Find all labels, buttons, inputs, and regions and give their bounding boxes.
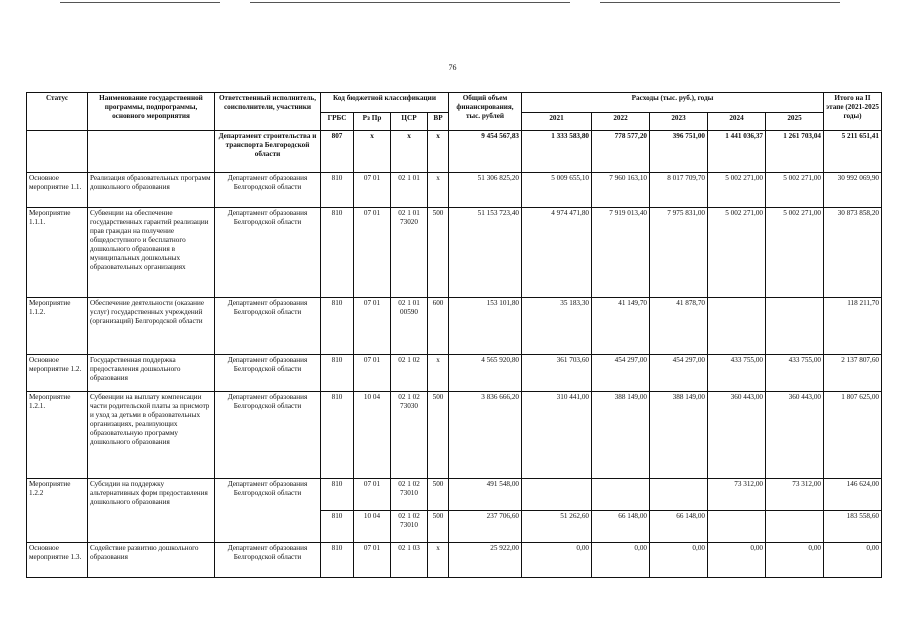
cell-2023: 0,00	[650, 543, 708, 578]
cell-grbs: 810	[321, 298, 354, 355]
table-row	[27, 208, 882, 298]
cell-2021: 361 703,60	[522, 355, 592, 392]
cell-2024: 1 441 036,37	[708, 131, 766, 173]
cell-vr: х	[428, 131, 449, 173]
cell-name: Государственная поддержка предоставления дошкольного образования	[88, 355, 215, 392]
cell-2024: 5 002 271,00	[708, 208, 766, 298]
cell-grbs: 810	[321, 208, 354, 298]
cell-csr: 02 1 02	[391, 355, 428, 392]
cell-2022: 66 148,00	[592, 511, 650, 543]
cell-2021: 0,00	[522, 543, 592, 578]
header-year-2022: 2022	[592, 113, 650, 131]
cell-2025: 5 002 271,00	[766, 173, 824, 208]
table-row	[27, 298, 882, 355]
header-grbs: ГРБС	[321, 113, 354, 131]
cell-2025: 0,00	[766, 543, 824, 578]
cell-2023: 66 148,00	[650, 511, 708, 543]
cell-2023: 454 297,00	[650, 355, 708, 392]
cell-2023: 7 975 831,00	[650, 208, 708, 298]
cell-name: Субвенции на выплату компенсации части родительской платы за присмотр и уход за детьми в образовательных организациях, реализующих образовательную программу дошкольного образования	[88, 392, 215, 479]
cell-2025	[766, 511, 824, 543]
scan-artifact-line	[60, 2, 220, 3]
cell-vr: х	[428, 355, 449, 392]
header-vr: ВР	[428, 113, 449, 131]
cell-total: 3 836 666,20	[449, 392, 522, 479]
cell-2024: 433 755,00	[708, 355, 766, 392]
cell-final: 146 624,00	[824, 479, 882, 511]
cell-vr: 600	[428, 298, 449, 355]
cell-executor: Департамент образования Белгородской области	[215, 543, 321, 578]
cell-total: 9 454 567,83	[449, 131, 522, 173]
header-year-2025: 2025	[766, 113, 824, 131]
cell-executor: Департамент образования Белгородской области	[215, 355, 321, 392]
cell-2022: 41 149,70	[592, 298, 650, 355]
cell-2023: 388 149,00	[650, 392, 708, 479]
scan-artifact-line	[250, 2, 570, 3]
cell-status	[27, 131, 88, 173]
cell-2022: 7 960 163,10	[592, 173, 650, 208]
cell-2025	[766, 298, 824, 355]
cell-final: 30 873 858,20	[824, 208, 882, 298]
cell-total: 51 306 825,20	[449, 173, 522, 208]
header-year-2021: 2021	[522, 113, 592, 131]
cell-executor: Департамент образования Белгородской области	[215, 392, 321, 479]
cell-status: Мероприятие 1.2.1.	[27, 392, 88, 479]
budget-table	[26, 92, 882, 578]
cell-rz: 07 01	[354, 479, 391, 511]
cell-rz: 07 01	[354, 208, 391, 298]
header-name: Наименование государственной программы, подпрограммы, основного мероприятия	[88, 93, 215, 131]
table-row	[27, 392, 882, 479]
cell-csr: 02 1 01	[391, 173, 428, 208]
cell-total: 491 548,00	[449, 479, 522, 511]
cell-2021: 1 333 583,80	[522, 131, 592, 173]
header-expenses: Расходы (тыс. руб.), годы	[522, 93, 824, 113]
cell-2023: 396 751,00	[650, 131, 708, 173]
cell-2022	[592, 479, 650, 511]
cell-rz: 07 01	[354, 355, 391, 392]
cell-rz: 10 04	[354, 392, 391, 479]
cell-executor: Департамент строительства и транспорта Белгородской области	[215, 131, 321, 173]
cell-final: 183 558,60	[824, 511, 882, 543]
cell-grbs: 810	[321, 355, 354, 392]
cell-vr: 500	[428, 479, 449, 511]
header-year-2024: 2024	[708, 113, 766, 131]
cell-rz: 07 01	[354, 173, 391, 208]
cell-total: 237 706,60	[449, 511, 522, 543]
cell-2023: 8 017 709,70	[650, 173, 708, 208]
cell-2022: 778 577,20	[592, 131, 650, 173]
cell-status: Основное мероприятие 1.3.	[27, 543, 88, 578]
cell-grbs: 810	[321, 392, 354, 479]
cell-csr: 02 1 02 73010	[391, 479, 428, 511]
cell-2021: 51 262,60	[522, 511, 592, 543]
header-total: Общий объем финансирования, тыс. рублей	[449, 93, 522, 131]
cell-2024	[708, 298, 766, 355]
header-csr: ЦСР	[391, 113, 428, 131]
cell-csr: 02 1 01 00590	[391, 298, 428, 355]
cell-2022: 454 297,00	[592, 355, 650, 392]
cell-name: Содействие развитию дошкольного образования	[88, 543, 215, 578]
header-status: Статус	[27, 93, 88, 131]
header-year-2023: 2023	[650, 113, 708, 131]
cell-grbs: 807	[321, 131, 354, 173]
cell-executor: Департамент образования Белгородской области	[215, 208, 321, 298]
cell-2021: 35 183,30	[522, 298, 592, 355]
cell-executor: Департамент образования Белгородской области	[215, 298, 321, 355]
cell-csr: х	[391, 131, 428, 173]
cell-2022: 388 149,00	[592, 392, 650, 479]
table-row	[27, 479, 882, 511]
cell-2023	[650, 479, 708, 511]
cell-final: 1 807 625,00	[824, 392, 882, 479]
cell-rz: 07 01	[354, 298, 391, 355]
cell-status: Мероприятие 1.1.1.	[27, 208, 88, 298]
cell-rz: 07 01	[354, 543, 391, 578]
cell-csr: 02 1 02 73030	[391, 392, 428, 479]
cell-name: Обеспечение деятельности (оказание услуг) государственных учреждений (организаций) Белгородской области	[88, 298, 215, 355]
cell-2023: 41 878,70	[650, 298, 708, 355]
cell-2024: 360 443,00	[708, 392, 766, 479]
cell-csr: 02 1 01 73020	[391, 208, 428, 298]
scan-artifact-line	[600, 2, 840, 3]
cell-name: Субсидии на поддержку альтернативных форм предоставления дошкольного образования	[88, 479, 215, 543]
cell-2022: 7 919 013,40	[592, 208, 650, 298]
cell-rz: х	[354, 131, 391, 173]
cell-2025: 433 755,00	[766, 355, 824, 392]
cell-status: Основное мероприятие 1.1.	[27, 173, 88, 208]
cell-2022: 0,00	[592, 543, 650, 578]
header-budget-code: Код бюджетной классификации	[321, 93, 449, 113]
cell-grbs: 810	[321, 173, 354, 208]
cell-vr: 500	[428, 392, 449, 479]
cell-final: 2 137 807,60	[824, 355, 882, 392]
cell-grbs: 810	[321, 511, 354, 543]
table-row	[27, 543, 882, 578]
cell-2025: 360 443,00	[766, 392, 824, 479]
cell-csr: 02 1 03	[391, 543, 428, 578]
cell-executor: Департамент образования Белгородской области	[215, 173, 321, 208]
cell-final: 5 211 651,41	[824, 131, 882, 173]
cell-status: Мероприятие 1.1.2.	[27, 298, 88, 355]
cell-2021: 310 441,00	[522, 392, 592, 479]
cell-status: Мероприятие 1.2.2	[27, 479, 88, 543]
cell-grbs: 810	[321, 543, 354, 578]
table-row	[27, 131, 882, 173]
page-number: 76	[448, 63, 457, 72]
header-row	[27, 93, 882, 113]
cell-total: 153 101,80	[449, 298, 522, 355]
cell-csr: 02 1 02 73010	[391, 511, 428, 543]
cell-2025: 5 002 271,00	[766, 208, 824, 298]
header-executor: Ответственный исполнитель, соисполнители, участники	[215, 93, 321, 131]
cell-2024: 0,00	[708, 543, 766, 578]
cell-vr: 500	[428, 511, 449, 543]
cell-name	[88, 131, 215, 173]
cell-name: Реализация образовательных программ дошкольного образования	[88, 173, 215, 208]
cell-2021	[522, 479, 592, 511]
cell-executor: Департамент образования Белгородской области	[215, 479, 321, 543]
header-rz: Рз Пр	[354, 113, 391, 131]
cell-2025: 1 261 703,04	[766, 131, 824, 173]
cell-2024	[708, 511, 766, 543]
cell-2024: 73 312,00	[708, 479, 766, 511]
cell-final: 0,00	[824, 543, 882, 578]
cell-rz: 10 04	[354, 511, 391, 543]
cell-2025: 73 312,00	[766, 479, 824, 511]
cell-grbs: 810	[321, 479, 354, 511]
cell-total: 4 565 920,80	[449, 355, 522, 392]
cell-vr: х	[428, 173, 449, 208]
cell-name: Субвенции на обеспечение государственных гарантий реализации прав граждан на получение общедоступного и бесплатного дошкольного образования в муниципальных дошкольных образовательных организациях	[88, 208, 215, 298]
cell-2021: 4 974 471,80	[522, 208, 592, 298]
table-row	[27, 173, 882, 208]
cell-final: 30 992 069,90	[824, 173, 882, 208]
cell-total: 51 153 723,40	[449, 208, 522, 298]
table-row	[27, 355, 882, 392]
cell-status: Основное мероприятие 1.2.	[27, 355, 88, 392]
cell-final: 118 211,70	[824, 298, 882, 355]
header-final: Итого на II этапе (2021-2025 годы)	[824, 93, 882, 131]
cell-vr: х	[428, 543, 449, 578]
cell-2024: 5 002 271,00	[708, 173, 766, 208]
cell-vr: 500	[428, 208, 449, 298]
cell-total: 25 922,00	[449, 543, 522, 578]
cell-2021: 5 009 655,10	[522, 173, 592, 208]
